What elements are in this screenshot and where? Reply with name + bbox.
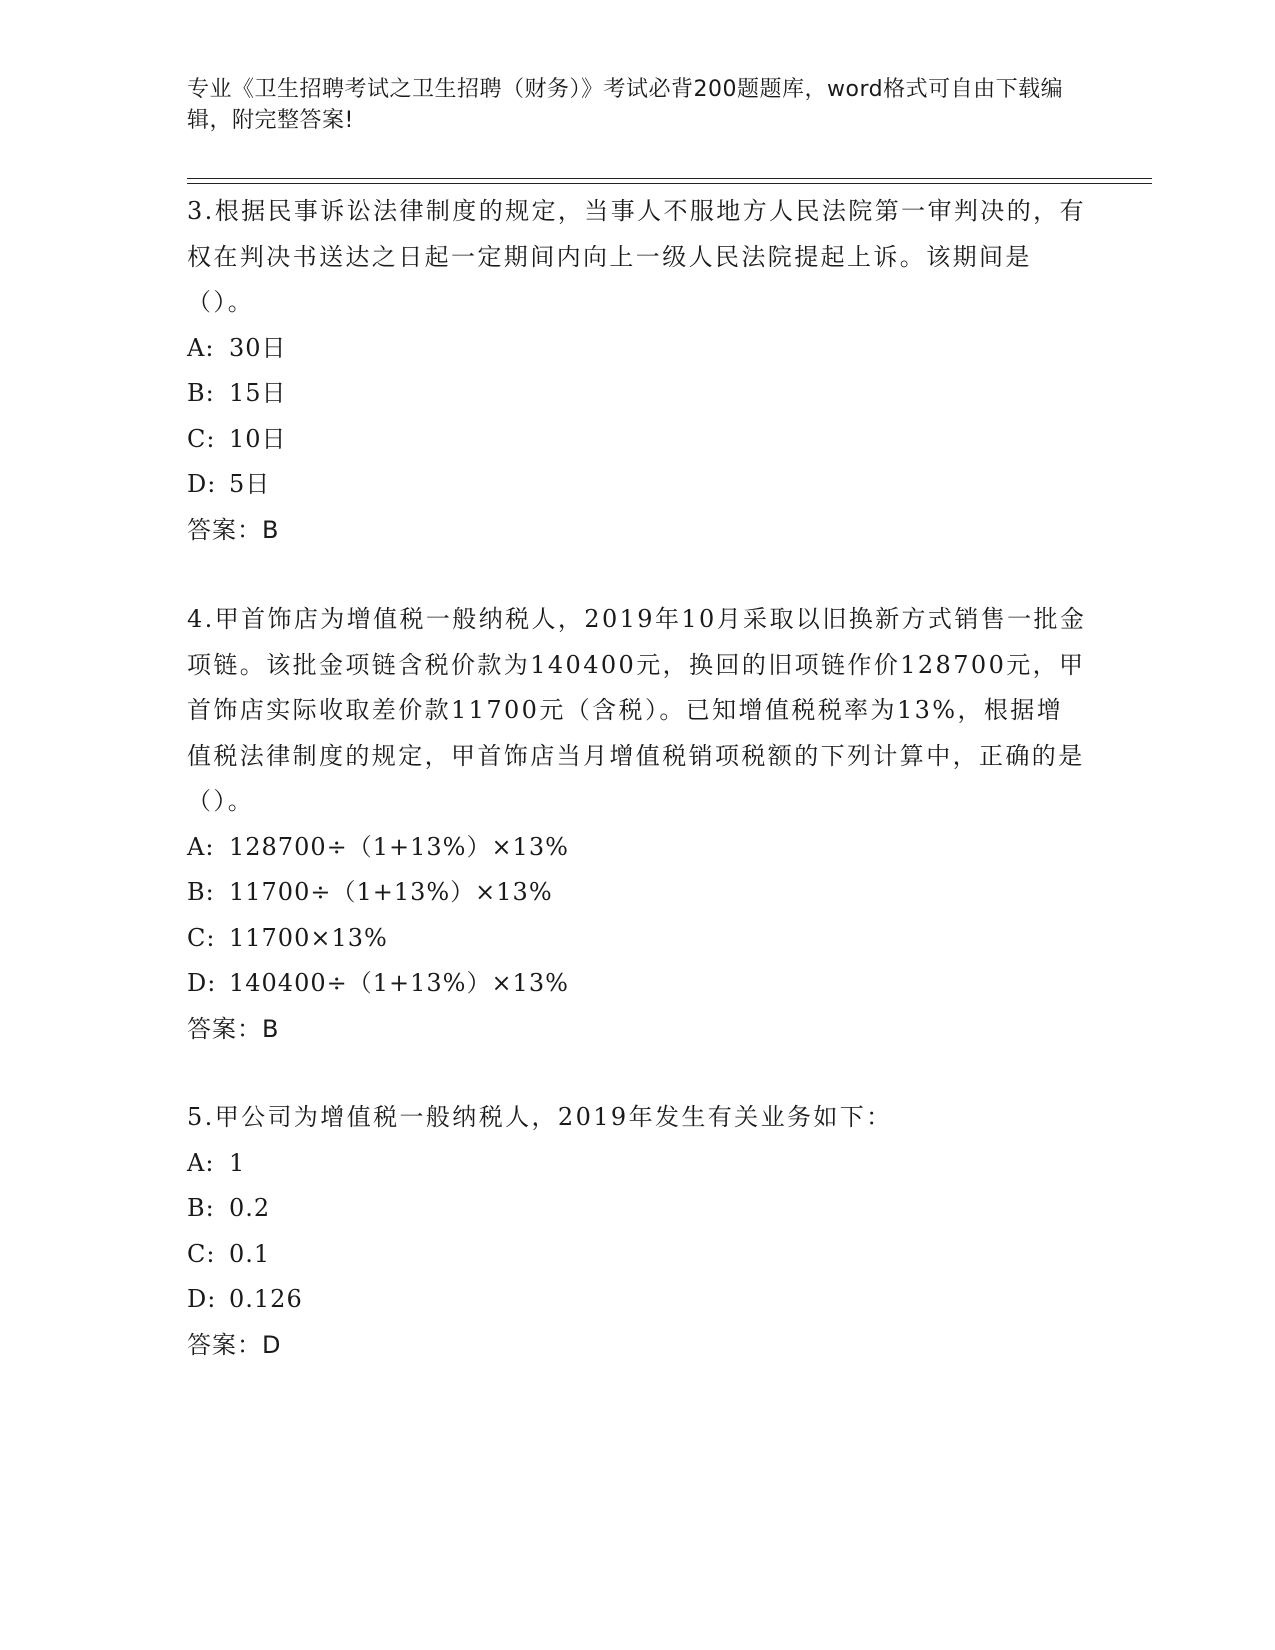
question-stem: 5.甲公司为增值税一般纳税人，2019年发生有关业务如下： — [187, 1103, 893, 1131]
answer-line: 答案：B — [187, 1014, 280, 1043]
option-key: D: — [187, 470, 217, 498]
option-c — [187, 417, 1087, 463]
header-divider-bottom — [187, 183, 1152, 184]
option-key: D: — [187, 1285, 217, 1313]
option-text: 11700×13% — [229, 923, 388, 952]
option-text: 0.2 — [229, 1194, 271, 1222]
option-key: A: — [187, 1148, 215, 1177]
option-key: B: — [187, 379, 215, 407]
option-text: 11700÷（1+13%）×13% — [229, 878, 553, 906]
option-text: 30日 — [229, 333, 287, 362]
option-text: 0.1 — [229, 1239, 271, 1268]
document-header: 专业《卫生招聘考试之卫生招聘（财务）》考试必背200题题库，word格式可自由下载编辑，附完整答案! — [187, 77, 1064, 133]
option-c — [187, 916, 1087, 962]
option-key: C: — [187, 1239, 216, 1268]
option-b — [187, 371, 1087, 417]
option-b — [187, 1186, 1087, 1232]
option-text: 128700÷（1+13%）×13% — [229, 832, 569, 861]
option-c — [187, 1232, 1087, 1278]
option-a — [187, 326, 1087, 372]
answer-line: 答案：B — [187, 515, 280, 544]
option-text: 140400÷（1+13%）×13% — [229, 969, 569, 997]
question-4 — [187, 597, 1087, 1052]
option-text: 10日 — [229, 424, 287, 453]
header-divider-top — [187, 178, 1152, 179]
question-stem: 4.甲首饰店为增值税一般纳税人，2019年10月采取以旧换新方式销售一批金项链。该批金项链含税价款为140400元，换回的旧项链作价128700元，甲首饰店实际收取差价款11700元（含税）。已知增值税税率为13%，根据增值税法律制度的规定，甲首饰店当月增值税销项税额的下列计算中，正确的是（）。 — [187, 605, 1087, 815]
answer-line: 答案：D — [187, 1330, 282, 1359]
option-text: 15日 — [229, 379, 287, 407]
option-text: 1 — [229, 1148, 246, 1177]
question-3 — [187, 189, 1087, 553]
option-text: 5日 — [229, 470, 271, 498]
option-key: B: — [187, 878, 215, 906]
option-a — [187, 1141, 1087, 1187]
option-b — [187, 870, 1087, 916]
option-d — [187, 1277, 1087, 1323]
option-key: D: — [187, 969, 217, 997]
option-key: A: — [187, 832, 215, 861]
option-d — [187, 462, 1087, 508]
question-5 — [187, 1095, 1087, 1368]
option-text: 0.126 — [229, 1285, 303, 1313]
option-d — [187, 961, 1087, 1007]
option-key: C: — [187, 923, 216, 952]
option-key: B: — [187, 1194, 215, 1222]
question-stem: 3.根据民事诉讼法律制度的规定，当事人不服地方人民法院第一审判决的，有权在判决书送达之日起一定期间内向上一级人民法院提起上诉。该期间是（）。 — [187, 197, 1086, 316]
option-key: C: — [187, 424, 216, 453]
option-a — [187, 825, 1087, 871]
option-key: A: — [187, 333, 215, 362]
